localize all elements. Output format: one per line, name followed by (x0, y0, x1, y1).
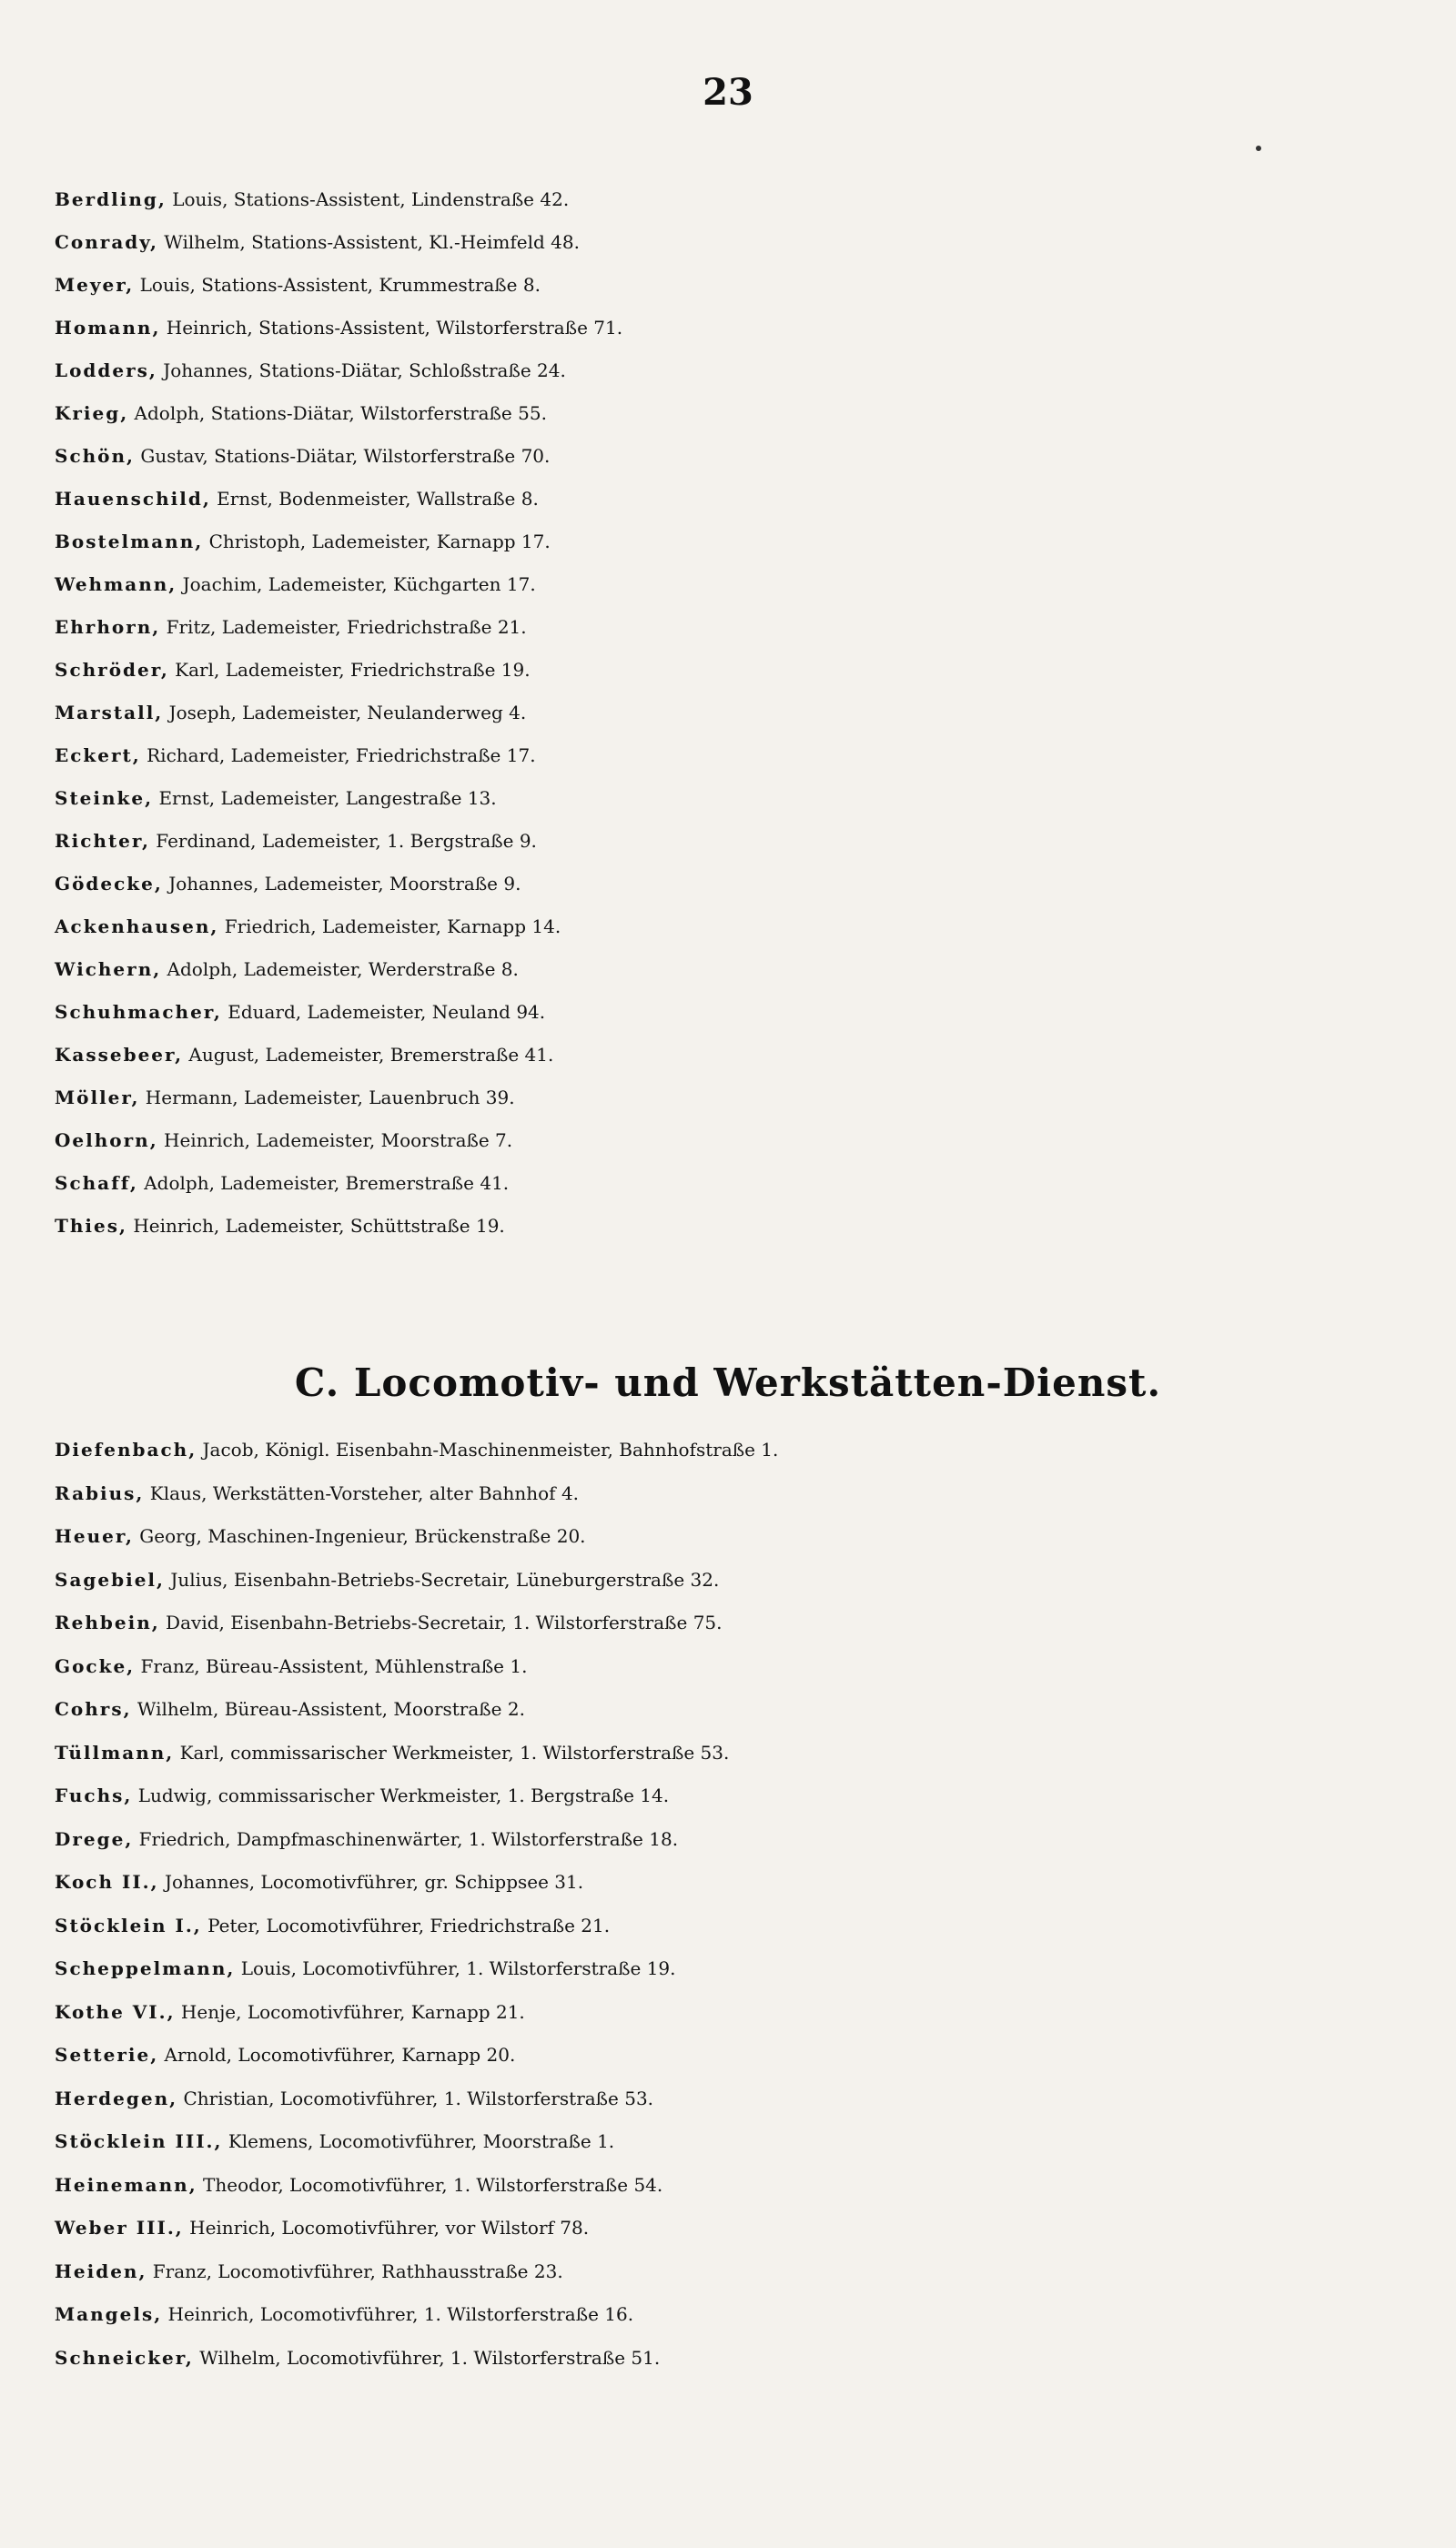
directory-entry (55, 1602, 1420, 1645)
entry-surname: Heinemann, (55, 2173, 197, 2196)
entry-surname: Meyer, (55, 274, 135, 296)
entry-surname: Fuchs, (55, 1785, 133, 1806)
directory-entry (55, 1818, 1420, 1862)
entry-surname: Schröder, (55, 659, 169, 681)
entry-details: Friedrich, Lademeister, Karnapp 14. (218, 915, 561, 937)
directory-entry (55, 1077, 1420, 1119)
directory-entry (55, 478, 1420, 521)
entry-details: Adolph, Stations-Diätar, Wilstorferstraße 55. (128, 402, 547, 424)
entry-details: Louis, Locomotivführer, 1. Wilstorferstraße 19. (235, 1957, 676, 1979)
entry-details: Julius, Eisenbahn-Betriebs-Secretair, Lüneburgerstraße 32. (164, 1568, 720, 1591)
entry-details: Louis, Stations-Assistent, Krummestraße 8. (134, 274, 541, 296)
directory-entry (55, 863, 1420, 905)
entry-details: Karl, commissarischer Werkmeister, 1. Wilstorferstraße 53. (174, 1741, 730, 1764)
entry-details: Wilhelm, Stations-Assistent, Kl.-Heimfeld 48. (157, 231, 580, 253)
directory-entry (55, 2250, 1420, 2294)
directory-entry (55, 2293, 1420, 2337)
directory-entry (55, 2120, 1420, 2164)
entry-details: Wilhelm, Locomotivführer, 1. Wilstorferstraße 51. (193, 2346, 661, 2369)
entry-details: Georg, Maschinen-Ingenieur, Brückenstraße 20. (133, 1525, 586, 1547)
directory-entry (55, 435, 1420, 478)
entry-details: Wilhelm, Büreau-Assistent, Moorstraße 2. (131, 1698, 525, 1720)
directory-entry (55, 649, 1420, 692)
entry-details: Hermann, Lademeister, Lauenbruch 39. (139, 1087, 515, 1108)
entry-details: Johannes, Lademeister, Moorstraße 9. (162, 873, 521, 895)
directory-entry (55, 2164, 1420, 2208)
entry-surname: Heuer, (55, 1525, 134, 1547)
entry-details: Henje, Locomotivführer, Karnapp 21. (175, 2000, 525, 2023)
entry-surname: Lodders, (55, 359, 157, 381)
directory-entry (55, 1205, 1420, 1248)
directory-entry (55, 178, 1420, 221)
entry-details: Heinrich, Locomotivführer, 1. Wilstorferstraße 16. (162, 2303, 634, 2325)
entry-surname: Schuhmacher, (55, 1001, 222, 1023)
entry-surname: Thies, (55, 1215, 127, 1237)
entry-details: Christoph, Lademeister, Karnapp 17. (203, 531, 551, 552)
entry-surname: Oelhorn, (55, 1129, 158, 1151)
entry-surname: Diefenbach, (55, 1439, 197, 1461)
directory-entry (55, 2078, 1420, 2121)
entry-surname: Marstall, (55, 702, 164, 723)
entry-details: Ernst, Lademeister, Langestraße 13. (153, 787, 497, 809)
entry-surname: Möller, (55, 1087, 140, 1108)
print-speck (1256, 146, 1261, 151)
entry-details: Jacob, Königl. Eisenbahn-Maschinenmeister, Bahnhofstraße 1. (197, 1439, 779, 1461)
directory-entry (55, 905, 1420, 948)
entry-surname: Scheppelmann, (55, 1957, 236, 1979)
entry-details: Heinrich, Locomotivführer, vor Wilstorf 78. (183, 2217, 590, 2239)
entry-surname: Herdegen, (55, 2087, 178, 2109)
directory-entry (55, 1559, 1420, 1603)
directory-entry (55, 1905, 1420, 1948)
entry-details: Joachim, Lademeister, Küchgarten 17. (177, 573, 536, 595)
entry-details: Peter, Locomotivführer, Friedrichstraße 21. (201, 1914, 611, 1936)
entry-details: Richard, Lademeister, Friedrichstraße 17. (140, 744, 536, 766)
entry-details: Ferdinand, Lademeister, 1. Bergstraße 9. (149, 830, 537, 852)
entry-details: Adolph, Lademeister, Werderstraße 8. (161, 958, 519, 980)
entry-details: Franz, Büreau-Assistent, Mühlenstraße 1. (135, 1654, 528, 1677)
entry-surname: Richter, (55, 830, 150, 852)
directory-entry (55, 777, 1420, 820)
directory-entry (55, 2034, 1420, 2078)
directory-entry (55, 521, 1420, 563)
directory-entry (55, 948, 1420, 991)
directory-entry (55, 2337, 1420, 2381)
entry-surname: Conrady, (55, 231, 158, 253)
entry-details: Christian, Locomotivführer, 1. Wilstorferstraße 53. (177, 2087, 654, 2109)
directory-entry (55, 1947, 1420, 1991)
directory-entry (55, 1688, 1420, 1732)
entry-details: Adolph, Lademeister, Bremerstraße 41. (137, 1172, 510, 1194)
entry-details: Arnold, Locomotivführer, Karnapp 20. (158, 2044, 516, 2066)
entry-surname: Schaff, (55, 1172, 138, 1194)
directory-entry (55, 307, 1420, 349)
entry-surname: Hauenschild, (55, 488, 211, 510)
entry-surname: Weber III., (55, 2217, 184, 2239)
entry-details: David, Eisenbahn-Betriebs-Secretair, 1. Wilstorferstraße 75. (159, 1612, 723, 1633)
directory-entry (55, 820, 1420, 863)
entry-details: Klaus, Werkstätten-Vorsteher, alter Bahnhof 4. (144, 1481, 580, 1504)
entry-details: Karl, Lademeister, Friedrichstraße 19. (168, 659, 531, 681)
entry-surname: Wichern, (55, 958, 162, 980)
directory-entry (55, 349, 1420, 392)
entry-surname: Stöcklein III., (55, 2130, 223, 2152)
directory-entry (55, 1162, 1420, 1205)
section-c-entry-list (55, 1429, 1420, 2380)
directory-entry (55, 221, 1420, 264)
directory-entry (55, 563, 1420, 606)
entry-surname: Steinke, (55, 787, 154, 809)
page-number: 23 (703, 71, 753, 114)
entry-surname: Tüllmann, (55, 1741, 175, 1764)
entry-surname: Gödecke, (55, 873, 163, 895)
entry-details: Johannes, Locomotivführer, gr. Schippsee 31. (158, 1871, 584, 1893)
entry-surname: Stöcklein I., (55, 1914, 202, 1936)
entry-details: Ernst, Bodenmeister, Wallstraße 8. (210, 488, 539, 510)
entry-surname: Schneicker, (55, 2346, 194, 2369)
entry-surname: Ehrhorn, (55, 616, 161, 638)
directory-entry (55, 734, 1420, 777)
entry-surname: Sagebiel, (55, 1568, 165, 1591)
directory-entry (55, 1732, 1420, 1775)
entry-surname: Bostelmann, (55, 531, 204, 552)
directory-entry (55, 1119, 1420, 1162)
entry-details: Heinrich, Lademeister, Moorstraße 7. (157, 1129, 513, 1151)
entry-details: Friedrich, Dampfmaschinenwärter, 1. Wilstorferstraße 18. (133, 1827, 679, 1850)
entry-surname: Krieg, (55, 402, 129, 424)
entry-details: Franz, Locomotivführer, Rathhausstraße 23. (147, 2260, 563, 2282)
directory-entry (55, 1991, 1420, 2035)
entry-details: Heinrich, Lademeister, Schüttstraße 19. (126, 1215, 505, 1237)
entry-surname: Wehmann, (55, 573, 177, 595)
entry-details: Eduard, Lademeister, Neuland 94. (221, 1001, 546, 1023)
entry-surname: Homann, (55, 317, 161, 339)
directory-entry (55, 1429, 1420, 1472)
directory-entry (55, 1645, 1420, 1689)
directory-entry (55, 1774, 1420, 1818)
entry-surname: Koch II., (55, 1871, 159, 1893)
entry-details: Heinrich, Stations-Assistent, Wilstorferstraße 71. (160, 317, 623, 339)
section-b-entry-list (55, 178, 1420, 1248)
entry-details: Theodor, Locomotivführer, 1. Wilstorferstraße 54. (197, 2173, 663, 2196)
directory-entry (55, 392, 1420, 435)
directory-entry (55, 264, 1420, 307)
section-c-heading: C. Locomotiv- und Werkstätten-Dienst. (294, 1360, 1162, 1405)
directory-entry (55, 1515, 1420, 1559)
entry-surname: Berdling, (55, 188, 167, 210)
directory-entry (55, 1034, 1420, 1077)
entry-surname: Kassebeer, (55, 1044, 184, 1066)
directory-entry (55, 1472, 1420, 1516)
entry-surname: Mangels, (55, 2303, 163, 2325)
entry-surname: Eckert, (55, 744, 141, 766)
entry-surname: Rehbein, (55, 1612, 160, 1633)
entry-surname: Kothe VI., (55, 2000, 176, 2023)
entry-details: Gustav, Stations-Diätar, Wilstorferstraße 70. (135, 445, 551, 467)
entry-surname: Heiden, (55, 2260, 147, 2282)
entry-details: Louis, Stations-Assistent, Lindenstraße 42. (166, 188, 570, 210)
entry-surname: Drege, (55, 1827, 134, 1850)
entry-surname: Gocke, (55, 1654, 136, 1677)
directory-entry (55, 2207, 1420, 2250)
entry-surname: Setterie, (55, 2044, 159, 2066)
entry-details: Joseph, Lademeister, Neulanderweg 4. (163, 702, 527, 723)
entry-surname: Rabius, (55, 1481, 145, 1504)
entry-surname: Ackenhausen, (55, 915, 219, 937)
directory-entry (55, 1861, 1420, 1905)
directory-entry (55, 991, 1420, 1034)
entry-details: Johannes, Stations-Diätar, Schloßstraße 24. (157, 359, 566, 381)
entry-surname: Schön, (55, 445, 136, 467)
entry-surname: Cohrs, (55, 1698, 132, 1720)
directory-entry (55, 692, 1420, 734)
entry-details: Klemens, Locomotivführer, Moorstraße 1. (222, 2130, 615, 2152)
entry-details: Fritz, Lademeister, Friedrichstraße 21. (160, 616, 527, 638)
entry-details: August, Lademeister, Bremerstraße 41. (183, 1044, 554, 1066)
entry-details: Ludwig, commissarischer Werkmeister, 1. Bergstraße 14. (132, 1785, 670, 1806)
directory-entry (55, 606, 1420, 649)
